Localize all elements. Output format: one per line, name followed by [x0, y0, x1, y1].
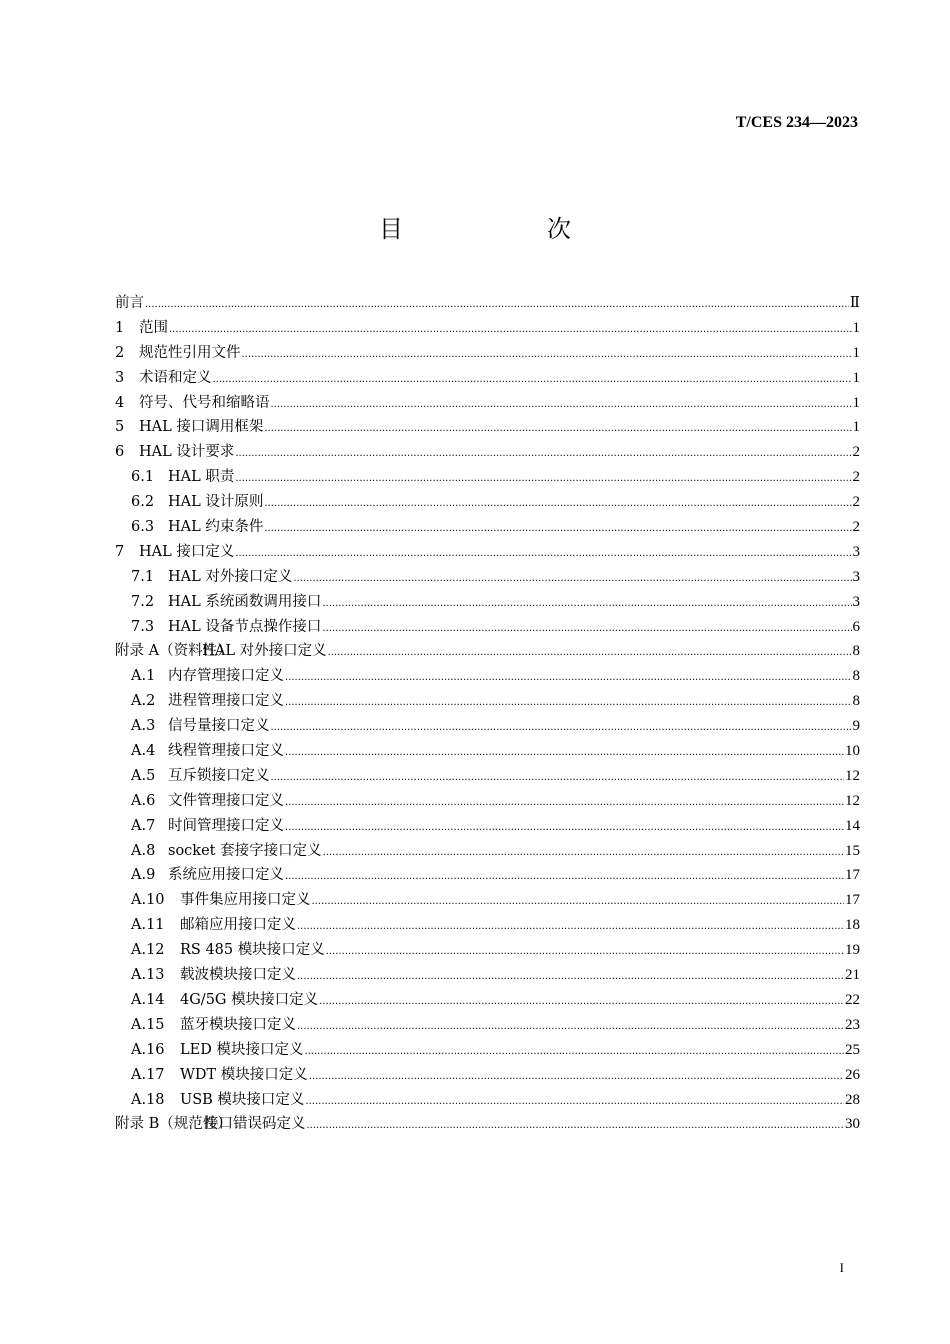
- toc-entry[interactable]: [115, 938, 860, 963]
- toc-title: 目 次: [379, 215, 631, 243]
- toc-dot-leader: [285, 691, 852, 716]
- toc-entry[interactable]: [115, 291, 860, 316]
- toc-entry-number: A.13: [131, 967, 165, 984]
- toc-dot-leader: [242, 343, 852, 368]
- toc-entry-number: 3: [115, 369, 125, 386]
- toc-entry[interactable]: [115, 515, 860, 540]
- toc-dot-leader: [285, 741, 844, 766]
- toc-dot-leader: [235, 467, 851, 492]
- toc-entry[interactable]: [115, 1063, 860, 1088]
- toc-entry-label: RS 485 模块接口定义: [180, 942, 325, 959]
- toc-entry[interactable]: [115, 1088, 860, 1113]
- toc-entry-label: HAL 设计要求: [139, 444, 235, 461]
- toc-dot-leader: [322, 592, 851, 617]
- toc-dot-leader: [271, 393, 852, 418]
- toc-entry-page: 9: [852, 718, 860, 735]
- toc-entry-page: 3: [852, 543, 860, 560]
- toc-entry[interactable]: [115, 465, 860, 490]
- toc-entry[interactable]: [115, 863, 860, 888]
- toc-entry-page: Ⅱ: [849, 295, 860, 311]
- toc-entry-page: 18: [845, 917, 860, 934]
- toc-entry-page: 14: [845, 817, 860, 834]
- toc-entry-page: 17: [845, 867, 860, 884]
- toc-entry[interactable]: [115, 341, 860, 366]
- toc-entry-label: 蓝牙模块接口定义: [180, 1016, 296, 1033]
- toc-entry-page: 2: [852, 519, 860, 536]
- toc-entry[interactable]: [115, 963, 860, 988]
- toc-entry-page: 17: [845, 892, 860, 909]
- toc-entry-page: 3: [852, 593, 860, 610]
- toc-entry[interactable]: [115, 391, 860, 416]
- toc-entry-label: USB 模块接口定义: [180, 1091, 305, 1108]
- toc-entry-number: A.2: [131, 693, 156, 710]
- toc-dot-leader: [328, 641, 852, 666]
- toc-entry-label: HAL 对外接口定义: [202, 643, 327, 660]
- toc-entry-label: 系统应用接口定义: [168, 867, 284, 884]
- toc-entry-number: 6: [115, 444, 125, 461]
- toc-entry-page: 8: [852, 668, 860, 685]
- toc-entry-number: A.7: [131, 817, 156, 834]
- toc-entry-number: 7.2: [131, 593, 155, 610]
- toc-entry-label: 线程管理接口定义: [168, 743, 284, 760]
- toc-entry-page: 26: [845, 1066, 860, 1083]
- toc-entry[interactable]: [115, 1112, 860, 1137]
- toc-entry-number: 4: [115, 394, 125, 411]
- toc-entry-page: 1: [852, 394, 860, 411]
- toc-entry-number: 6.3: [131, 519, 155, 536]
- toc-entry-label: 事件集应用接口定义: [180, 892, 311, 909]
- toc-entry-page: 1: [852, 319, 860, 336]
- toc-dot-leader: [322, 617, 851, 642]
- toc-entry[interactable]: [115, 714, 860, 739]
- toc-entry[interactable]: [115, 615, 860, 640]
- toc-entry-number: 附录 B（规范性）: [115, 1116, 232, 1133]
- toc-entry-label: 前言: [115, 295, 144, 311]
- page-number: I: [839, 1260, 844, 1275]
- toc-entry-number: A.14: [131, 991, 165, 1008]
- toc-entry[interactable]: [115, 440, 860, 465]
- toc-entry-number: 1: [115, 319, 125, 336]
- toc-entry-page: 2: [852, 444, 860, 461]
- toc-dot-leader: [309, 1065, 844, 1090]
- toc-entry[interactable]: [115, 639, 860, 664]
- toc-entry-label: 互斥锁接口定义: [168, 767, 270, 784]
- toc-entry-number: A.16: [131, 1041, 165, 1058]
- toc-dot-leader: [145, 293, 849, 318]
- toc-entry-number: 7.1: [131, 568, 155, 585]
- toc-entry-label: 时间管理接口定义: [168, 817, 284, 834]
- toc-entry[interactable]: [115, 789, 860, 814]
- toc-entry-number: 5: [115, 419, 125, 436]
- toc-dot-leader: [319, 990, 844, 1015]
- toc-entry-page: 30: [845, 1116, 860, 1133]
- toc-entry[interactable]: [115, 1013, 860, 1038]
- toc-dot-leader: [271, 716, 852, 741]
- toc-entry[interactable]: [115, 689, 860, 714]
- toc-entry-label: 符号、代号和缩略语: [139, 394, 270, 411]
- toc-entry-number: A.10: [131, 892, 165, 909]
- toc-entry-page: 28: [845, 1091, 860, 1108]
- toc-entry-number: A.1: [131, 668, 156, 685]
- toc-dot-leader: [235, 542, 851, 567]
- toc-entry-number: 附录 A（资料性）: [115, 643, 232, 660]
- toc-list: [115, 291, 860, 1137]
- toc-entry-number: A.4: [131, 743, 156, 760]
- toc-entry-page: 10: [845, 743, 860, 760]
- toc-entry[interactable]: [115, 590, 860, 615]
- toc-entry[interactable]: [115, 1038, 860, 1063]
- toc-entry[interactable]: [115, 490, 860, 515]
- toc-dot-leader: [285, 816, 844, 841]
- toc-entry-label: 载波模块接口定义: [180, 967, 296, 984]
- toc-entry[interactable]: [115, 888, 860, 913]
- toc-entry[interactable]: [115, 988, 860, 1013]
- toc-entry-label: LED 模块接口定义: [180, 1041, 304, 1058]
- toc-dot-leader: [304, 1040, 844, 1065]
- toc-entry[interactable]: [115, 316, 860, 341]
- toc-entry-label: 4G/5G 模块接口定义: [180, 991, 319, 1008]
- toc-entry-page: 6: [852, 618, 860, 635]
- toc-entry-label: HAL 接口调用框架: [139, 419, 264, 436]
- toc-dot-leader: [293, 567, 851, 592]
- toc-entry-label: socket 套接字接口定义: [168, 842, 322, 859]
- toc-dot-leader: [312, 890, 845, 915]
- toc-entry-page: 2: [852, 494, 860, 511]
- toc-entry-number: 6.2: [131, 494, 155, 511]
- toc-entry-label: 信号量接口定义: [168, 718, 270, 735]
- toc-entry-page: 3: [852, 568, 860, 585]
- toc-entry-label: HAL 对外接口定义: [168, 568, 293, 585]
- toc-entry-page: 8: [852, 693, 860, 710]
- toc-entry-number: A.15: [131, 1016, 165, 1033]
- toc-entry[interactable]: [115, 565, 860, 590]
- toc-entry[interactable]: [115, 814, 860, 839]
- toc-entry-number: A.12: [131, 942, 165, 959]
- toc-entry[interactable]: [115, 540, 860, 565]
- toc-entry-page: 1: [852, 344, 860, 361]
- toc-dot-leader: [285, 791, 844, 816]
- toc-dot-leader: [213, 368, 852, 393]
- toc-entry[interactable]: [115, 764, 860, 789]
- toc-entry[interactable]: [115, 913, 860, 938]
- toc-dot-leader: [297, 915, 844, 940]
- toc-entry-label: HAL 设备节点操作接口: [168, 618, 322, 635]
- toc-entry-number: A.11: [131, 917, 165, 934]
- toc-entry-number: 7.3: [131, 618, 155, 635]
- toc-entry[interactable]: [115, 664, 860, 689]
- toc-entry-page: 1: [852, 419, 860, 436]
- toc-entry-page: 25: [845, 1041, 860, 1058]
- toc-entry-label: WDT 模块接口定义: [180, 1066, 308, 1083]
- toc-dot-leader: [264, 492, 851, 517]
- toc-entry-number: A.9: [131, 867, 156, 884]
- toc-dot-leader: [306, 1114, 844, 1139]
- toc-entry[interactable]: [115, 839, 860, 864]
- toc-entry-label: HAL 系统函数调用接口: [168, 593, 322, 610]
- toc-dot-leader: [285, 666, 852, 691]
- toc-dot-leader: [323, 841, 844, 866]
- document-code: T/CES 234—2023: [735, 114, 858, 131]
- toc-entry-number: A.3: [131, 718, 156, 735]
- toc-entry-page: 2: [852, 469, 860, 486]
- toc-entry-number: A.17: [131, 1066, 165, 1083]
- toc-entry-page: 12: [845, 792, 860, 809]
- toc-entry-label: 邮箱应用接口定义: [180, 917, 296, 934]
- toc-entry-number: A.8: [131, 842, 156, 859]
- toc-entry-label: HAL 设计原则: [168, 494, 264, 511]
- toc-entry-label: 文件管理接口定义: [168, 792, 284, 809]
- toc-entry-page: 21: [845, 967, 860, 984]
- toc-dot-leader: [264, 417, 851, 442]
- toc-entry-page: 8: [852, 643, 860, 660]
- toc-entry-page: 23: [845, 1016, 860, 1033]
- toc-dot-leader: [305, 1090, 844, 1115]
- toc-entry-label: 术语和定义: [139, 369, 212, 386]
- toc-entry-number: 7: [115, 543, 125, 560]
- toc-entry[interactable]: [115, 739, 860, 764]
- toc-entry-label: 进程管理接口定义: [168, 693, 284, 710]
- toc-dot-leader: [285, 865, 844, 890]
- toc-dot-leader: [297, 1015, 844, 1040]
- toc-entry-page: 1: [852, 369, 860, 386]
- toc-dot-leader: [264, 517, 851, 542]
- toc-entry-label: HAL 接口定义: [139, 543, 235, 560]
- toc-entry-label: 接口错误码定义: [203, 1116, 306, 1133]
- toc-entry[interactable]: [115, 366, 860, 391]
- toc-dot-leader: [169, 318, 852, 343]
- toc-entry-page: 15: [845, 842, 860, 859]
- toc-entry-number: A.6: [131, 792, 156, 809]
- toc-entry-number: 6.1: [131, 469, 155, 486]
- toc-dot-leader: [271, 766, 845, 791]
- toc-entry-page: 12: [845, 767, 860, 784]
- toc-entry-page: 22: [845, 991, 860, 1008]
- toc-entry-label: 内存管理接口定义: [168, 668, 284, 685]
- toc-entry-number: A.18: [131, 1091, 165, 1108]
- toc-entry-label: 范围: [139, 319, 168, 336]
- toc-dot-leader: [235, 442, 851, 467]
- toc-entry[interactable]: [115, 415, 860, 440]
- toc-entry-label: HAL 职责: [168, 469, 235, 486]
- toc-entry-label: 规范性引用文件: [139, 344, 241, 361]
- toc-entry-label: HAL 约束条件: [168, 519, 264, 536]
- toc-entry-page: 19: [845, 942, 860, 959]
- toc-dot-leader: [326, 940, 844, 965]
- toc-entry-number: A.5: [131, 767, 156, 784]
- toc-dot-leader: [297, 965, 844, 990]
- toc-entry-number: 2: [115, 344, 125, 361]
